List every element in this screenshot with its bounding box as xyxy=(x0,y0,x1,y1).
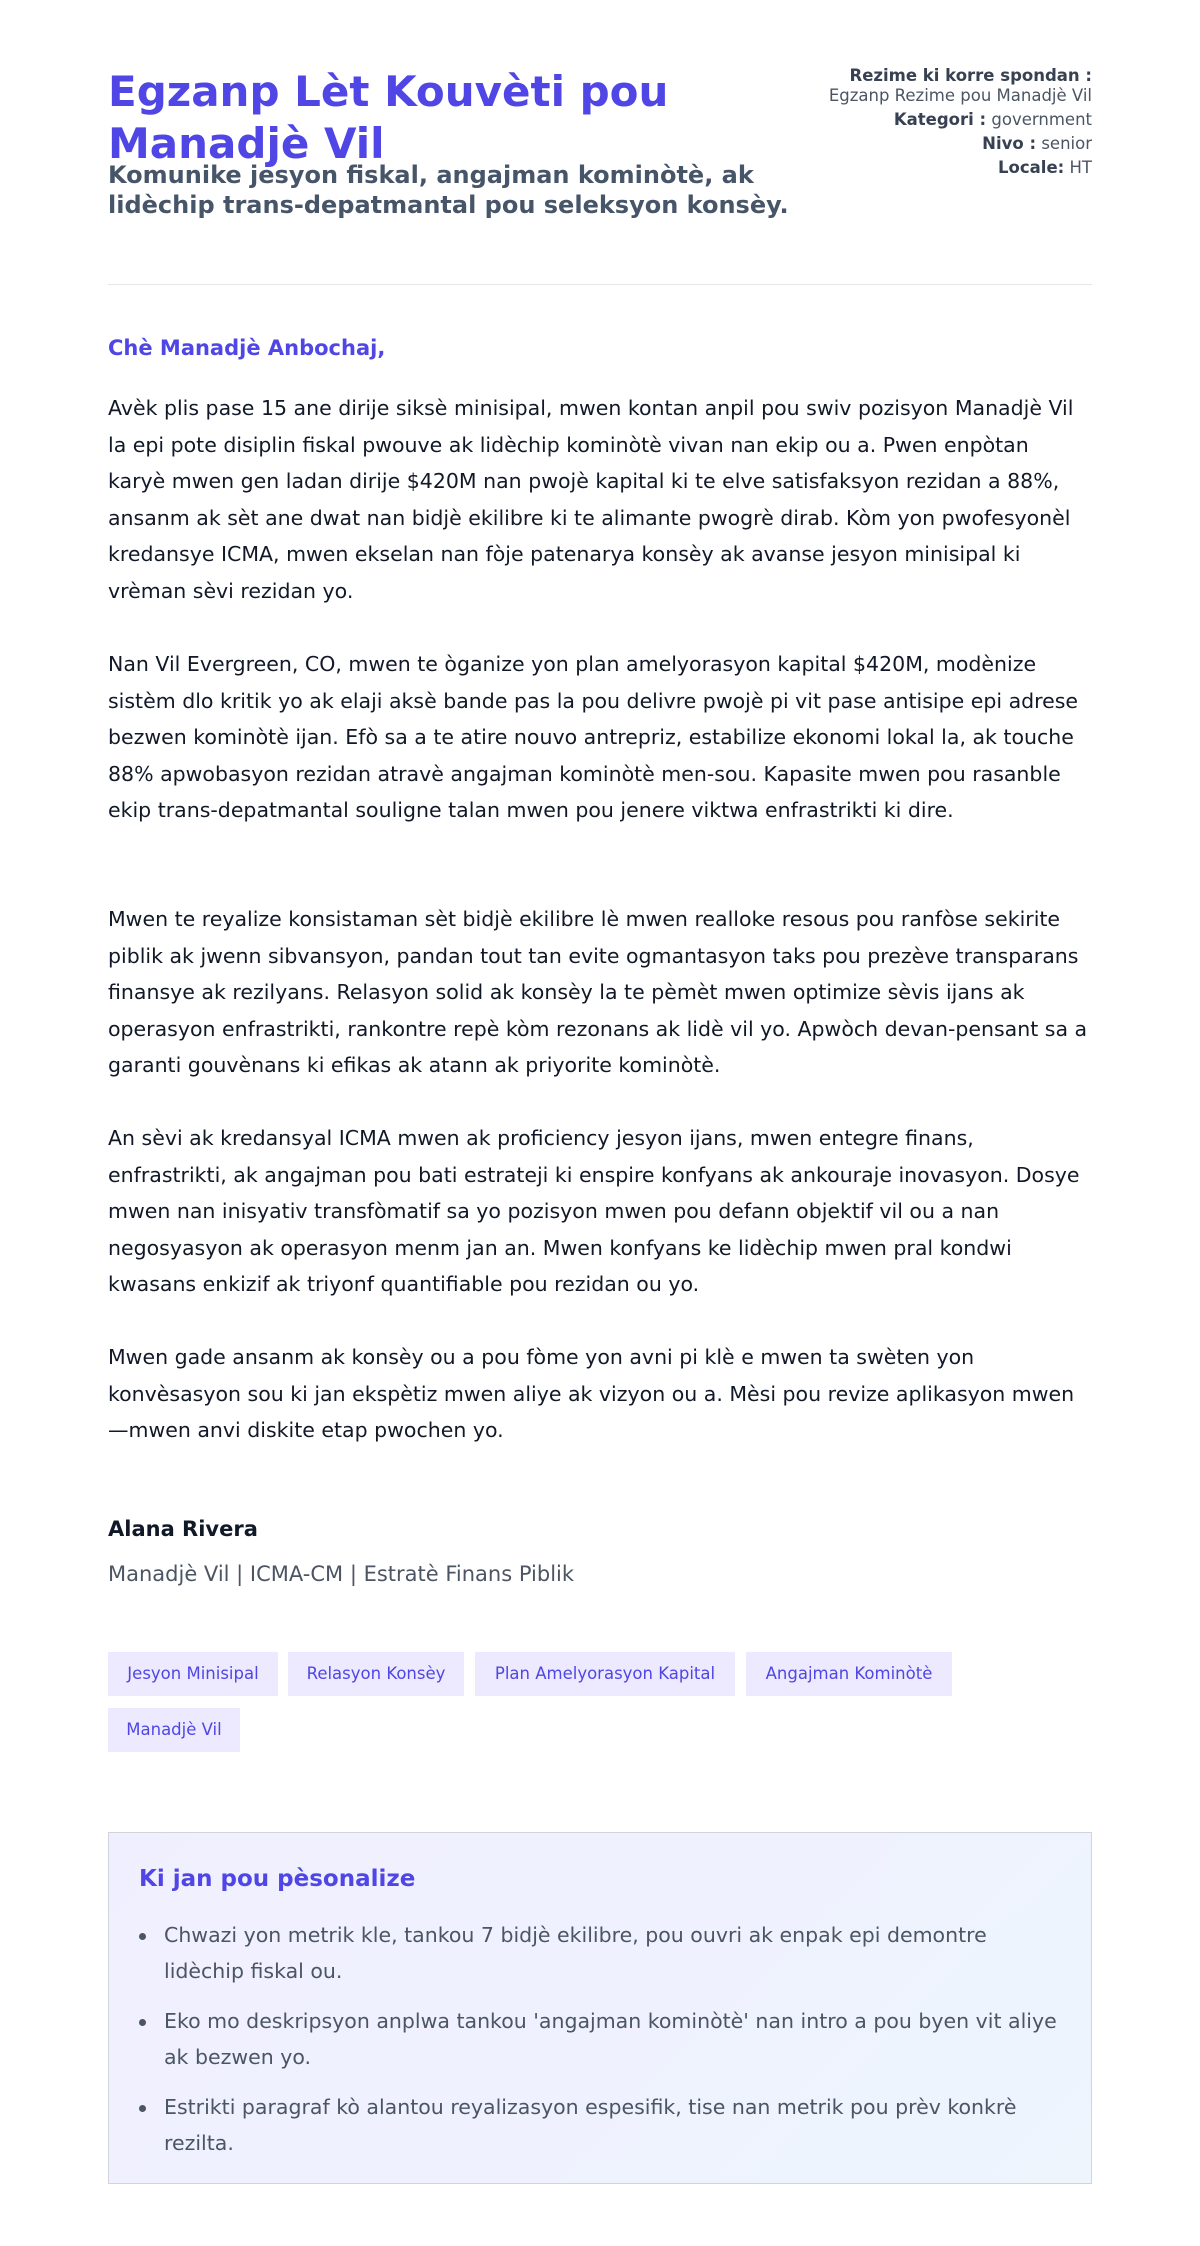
meta-locale-label: Locale: xyxy=(998,158,1065,177)
meta-level-label: Nivo : xyxy=(982,134,1037,153)
meta-resume-label: Rezime ki korre spondan : xyxy=(849,66,1092,85)
letter-paragraph-2: Nan Vil Evergreen, CO, mwen te òganize yon plan amelyorasyon kapital $420M, modènize sistèm dlo kritik yo ak elaji aksè bande pas la pou delivre pwojè pi vit pase antisipe epi adrese bezwen kominòtè ijan. Efò sa a te atire nouvo antrepriz, estabilize ekonomi lokal la, ak touche 88% apwobasyon rezidan atravè angajman kominòtè men-sou. Kapasite mwen pou rasanble ekip trans-depatmantal souligne talan mwen pou jenere viktwa enfrastrikti ki dire. xyxy=(108,652,1079,822)
page-subtitle: Komunike jesyon fiskal, angajman kominòtè, ak lidèchip trans-depatmantal pou seleksyon konsèy. xyxy=(108,161,789,219)
tip-text: Chwazi yon metrik kle, tankou 7 bidjè ekilibre, pou ouvri ak enpak epi demontre lidèchip fiskal ou. xyxy=(164,1923,987,1983)
customization-tips-box xyxy=(108,1832,1092,2184)
tag-chip[interactable]: Relasyon Konsèy xyxy=(288,1652,464,1696)
meta-category xyxy=(812,110,1092,130)
meta-resume-link[interactable]: Egzanp Rezime pou Manadjè Vil xyxy=(828,86,1092,105)
meta-level-value: senior xyxy=(1041,134,1092,153)
page-header xyxy=(108,66,1092,285)
tips-title: Ki jan pou pèsonalize xyxy=(139,1866,416,1892)
meta-category-label: Kategori : xyxy=(893,110,987,129)
meta-locale-value: HT xyxy=(1069,158,1092,177)
meta-resume xyxy=(812,66,1092,106)
letter-greeting: Chè Manadjè Anbochaj, xyxy=(108,336,386,360)
bullet-icon xyxy=(139,1933,146,1940)
page-title: Egzanp Lèt Kouvèti pou Manadjè Vil xyxy=(108,67,669,168)
meta-locale xyxy=(812,158,1092,178)
tag-chip[interactable]: Angajman Kominòtè xyxy=(746,1652,952,1696)
meta-panel xyxy=(812,66,1092,182)
tag-chip[interactable]: Jesyon Minisipal xyxy=(108,1652,278,1696)
signature-name: Alana Rivera xyxy=(108,1517,258,1541)
meta-category-value: government xyxy=(991,110,1092,129)
tip-text: Eko mo deskripsyon anplwa tankou 'angajman kominòtè' nan intro a pou byen vit aliye ak bezwen yo. xyxy=(164,2009,1057,2069)
letter-paragraph-1: Avèk plis pase 15 ane dirije siksè minisipal, mwen kontan anpil pou swiv pozisyon Manadjè Vil la epi pote disiplin fiskal pwouve ak lidèchip kominòtè vivan nan ekip ou a. Pwen enpòtan karyè mwen gen ladan dirije $420M nan pwojè kapital ki te elve satisfaksyon rezidan a 88%, ansanm ak sèt ane dwat nan bidjè ekilibre ki te alimante pwogrè dirab. Kòm yon pwofesyonèl kredansye ICMA, mwen ekselan nan fòje patenarya konsèy ak avanse jesyon minisipal ki vrèman sèvi rezidan yo. xyxy=(108,396,1074,603)
meta-level xyxy=(812,134,1092,154)
tag-chip[interactable]: Plan Amelyorasyon Kapital xyxy=(475,1652,735,1696)
bullet-icon xyxy=(139,2105,146,2112)
bullet-icon xyxy=(139,2019,146,2026)
letter-paragraph-3: Mwen te reyalize konsistaman sèt bidjè ekilibre lè mwen realloke resous pou ranfòse sekirite piblik ak jwenn sibvansyon, pandan tout tan evite ogmantasyon taks pou prezève transparans finansye ak rezilyans. Relasyon solid ak konsèy la te pèmèt mwen optimize sèvis ijans ak operasyon enfrastrikti, rankontre repè kòm rezonans ak lidè vil yo. Apwòch devan-pensant sa a garanti gouvènans ki efikas ak atann ak priyorite kominòtè. xyxy=(108,907,1088,1077)
letter-paragraph-5: Mwen gade ansanm ak konsèy ou a pou fòme yon avni pi klè e mwen ta swèten yon konvèsasyon sou ki jan ekspètiz mwen aliye ak vizyon ou a. Mèsi pou revize aplikasyon mwen—mwen anvi diskite etap pwochen yo. xyxy=(108,1345,1075,1442)
letter-paragraph-4: An sèvi ak kredansyal ICMA mwen ak proficiency jesyon ijans, mwen entegre finans, enfrastrikti, ak angajman pou bati estrateji ki enspire konfyans ak ankouraje inovasyon. Dosye mwen nan inisyativ transfòmatif sa yo pozisyon mwen pou defann objektif vil ou a nan negosyasyon ak operasyon menm jan an. Mwen konfyans ke lidèchip mwen pral kondwi kwasans enkizif ak triyonf quantifiable pou rezidan ou yo. xyxy=(108,1126,1080,1296)
tip-text: Estrikti paragraf kò alantou reyalizasyon espesifik, tise nan metrik pou prèv konkrè rezilta. xyxy=(164,2095,1017,2155)
tag-chip[interactable]: Manadjè Vil xyxy=(108,1708,240,1752)
signature-title: Manadjè Vil | ICMA-CM | Estratè Finans Piblik xyxy=(108,1562,575,1586)
